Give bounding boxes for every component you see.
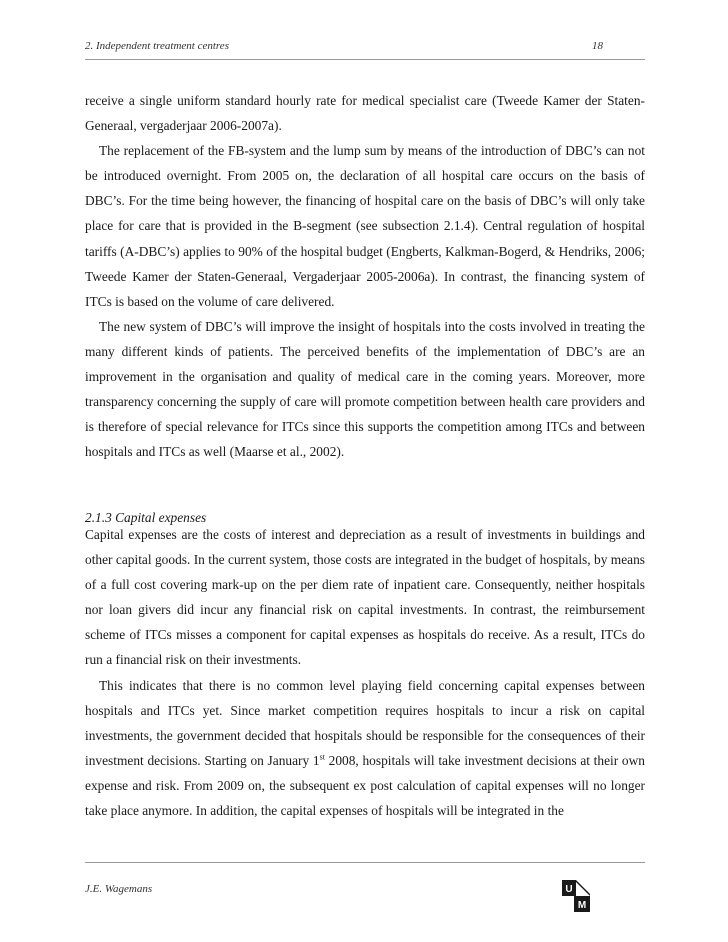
logo-letter-m: M bbox=[577, 900, 587, 911]
paragraph: Capital expenses are the costs of interest and depreciation as a result of investments in buildings and other capital goods. In the current system, those costs are integrated in the budget of hospitals, by means of a full cost covering mark-up on the per diem rate of inpatient care. Consequently, neither hospitals nor loan givers did incur any financial risk on capital investments. In contrast, the reimbursement scheme of ITCs misses a component for capital expenses as hospitals do receive. As a result, ITCs do run a financial risk on their investments. bbox=[85, 527, 645, 668]
superscript: st bbox=[319, 752, 325, 762]
page-header bbox=[85, 40, 603, 56]
paragraph: The replacement of the FB-system and the lump sum by means of the introduction of DBC’s can not be introduced overnight. From 2005 on, the declaration of all hospital care occurs on the basis of DBC’s. For the time being however, the financing of hospital care on the basis of DBC’s will only take place for care that is provided in the B-segment (see subsection 2.1.4). Central regulation of hospital tariffs (A-DBC’s) applies to 90% of the hospital budget (Engberts, Kalkman-Bogerd, & Hendriks, 2006; Tweede Kamer der Staten-Generaal, Vergaderjaar 2005-2006a). In contrast, the financing system of ITCs is based on the volume of care delivered. bbox=[85, 143, 645, 309]
logo-diagonal bbox=[576, 880, 590, 896]
footer-author: J.E. Wagemans bbox=[85, 883, 153, 895]
body-text-section2 bbox=[85, 522, 645, 823]
chapter-title: 2. Independent treatment centres bbox=[85, 40, 229, 52]
paragraph-text: This indicates that there is no common level playing field concerning capital expenses between hospitals and ITCs yet. Since market competition requires hospitals to incur a risk on capital investments, the government decided that hospitals should be responsible for the consequences of their investment decisions. Starting on January 1 bbox=[85, 677, 645, 768]
footer-rule bbox=[85, 862, 645, 863]
page-number: 18 bbox=[592, 40, 603, 52]
paragraph: The new system of DBC’s will improve the insight of hospitals into the costs involved in treating the many different kinds of patients. The perceived benefits of the implementation of DBC’s are an improvement in the organisation and quality of medical care in the coming years. Moreover, more transparency concerning the supply of care will promote competition between health care providers and is therefore of special relevance for ITCs since this supports the competition among ITCs and between hospitals and ITCs as well (Maarse et al., 2002). bbox=[85, 318, 645, 460]
university-logo bbox=[558, 878, 592, 914]
header-rule bbox=[85, 59, 645, 60]
section-heading: 2.1.3 Capital expenses bbox=[85, 510, 207, 525]
body-text-section1 bbox=[85, 88, 645, 464]
logo-letter-u: U bbox=[565, 884, 573, 895]
paragraph: receive a single uniform standard hourly rate for medical specialist care (Tweede Kamer der Staten-Generaal, vergaderjaar 2006-2007a). bbox=[85, 93, 645, 134]
paragraph-text: 2008, hospitals will take investment decisions at their own expense and risk. From 2009 on, the subsequent ex post calculation of capital expenses will no longer take place anymore. In addition, the capital expenses of hospitals will be integrated in the bbox=[85, 752, 645, 819]
paragraph bbox=[85, 673, 645, 824]
